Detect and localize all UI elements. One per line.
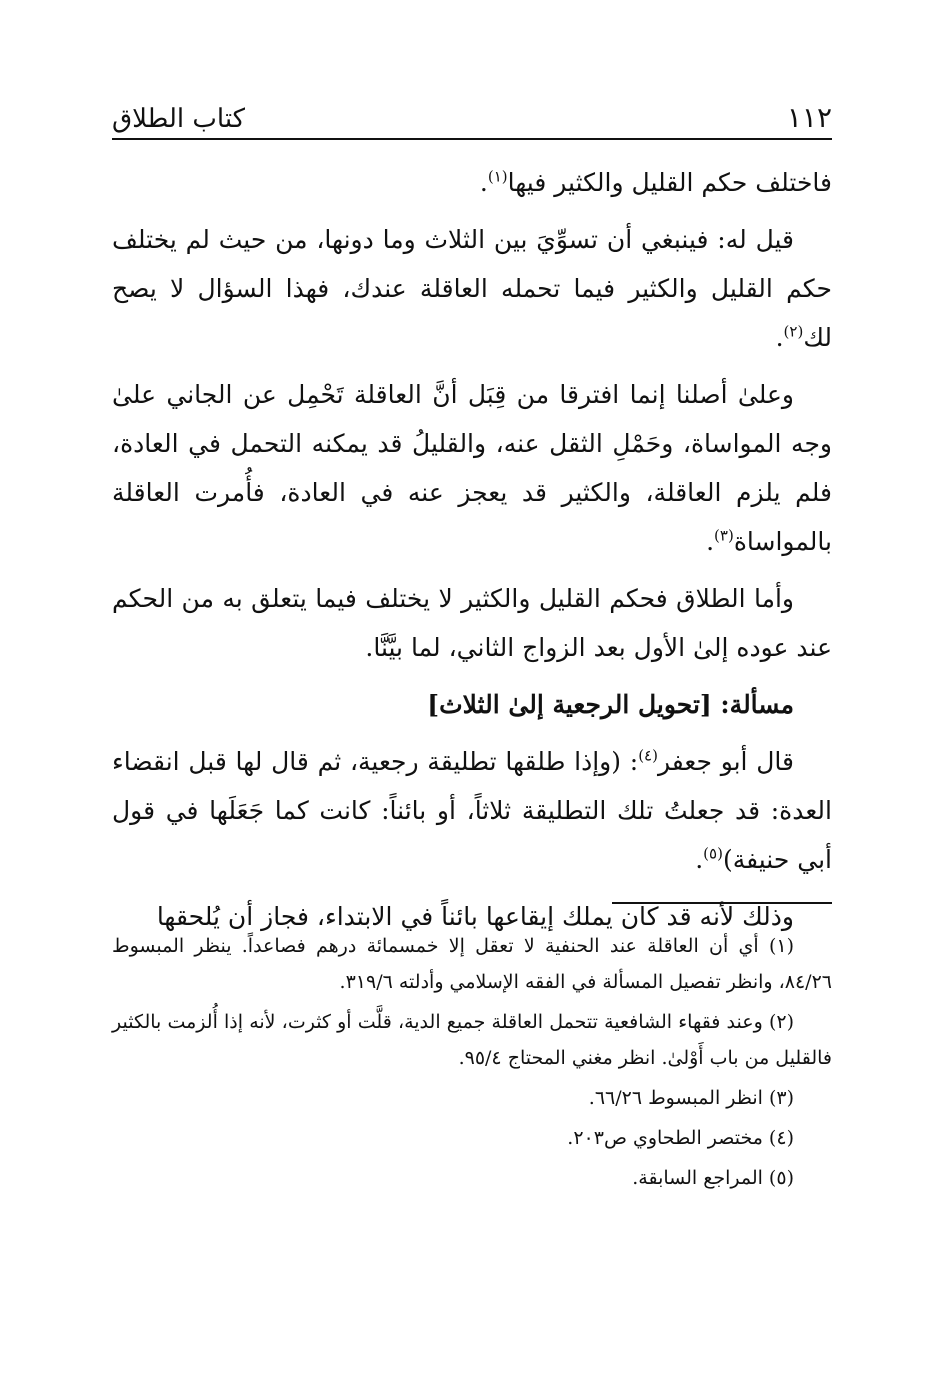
- footnote: (٣) انظر المبسوط ٦٦/٢٦.: [588, 1087, 794, 1109]
- paragraph: وعلىٰ أصلنا إنما افترقا من قِبَل أنَّ العاقلة تَحْمِل عن الجاني علىٰ وجه المواساة، وحَمْلِ الثقل عنه، والقليلُ قد يمكنه التحمل في العادة، فلم يلزم العاقلة، والكثير قد يعجز عنه في العادة، فأُمرت العاقلة بالمواساة$^{(٣)}$.: [112, 380, 832, 556]
- footnote-ref: (٤): [638, 746, 658, 765]
- footnote: (١) أي أن العاقلة عند الحنفية لا تعقل إلا خمسمائة درهم فصاعداً. ينظر المبسوط ٨٤/٢٦، وانظر تفصيل المسألة في الفقه الإسلامي وأدلته ٣١٩/٦.: [112, 935, 832, 993]
- footnotes: [112, 928, 832, 1200]
- running-header: [112, 90, 832, 140]
- main-text: [112, 158, 832, 949]
- book-title: كتاب الطلاق: [112, 104, 246, 134]
- footnote-ref: (١): [487, 167, 508, 186]
- footnote: (٥) المراجع السابقة.: [632, 1167, 794, 1189]
- paragraph: قال أبو جعفر$^{(٤)}$: (وإذا طلقها تطليقة رجعية، ثم قال لها قبل انقضاء العدة: قد جعلتُ تلك التطليقة ثلاثاً، أو بائناً: كانت كما جَعَلَها في قول أبي حنيفة)$^{(٥)}$.: [112, 746, 832, 874]
- paragraph: وأما الطلاق فحكم القليل والكثير لا يختلف فيما يتعلق به من الحكم عند عوده إلىٰ الأول بعد الزواج الثاني، لما بيَّنَّا.: [112, 584, 832, 662]
- footnote-separator: [612, 902, 832, 904]
- section-heading: مسألة: [تحويل الرجعية إلىٰ الثلاث]: [427, 690, 794, 719]
- page-number: ١١٢: [786, 101, 832, 134]
- paragraph: وذلك لأنه قد كان يملك إيقاعها بائناً في الابتداء، فجاز أن يُلحقها: [156, 902, 794, 931]
- footnote: (٢) وعند فقهاء الشافعية تتحمل العاقلة جميع الدية، قلَّت أو كثرت، لأنه إذا أُلزمت بالكثير فالقليل من باب أَوْلىٰ. انظر مغني المحتاج ٩٥/٤.: [112, 1011, 832, 1069]
- footnote: (٤) مختصر الطحاوي ص٢٠٣.: [567, 1127, 794, 1149]
- paragraph: فاختلف حكم القليل والكثير فيها$^{(١)}$.: [479, 167, 832, 197]
- footnote-ref: (٥): [703, 844, 723, 863]
- paragraph: قيل له: فينبغي أن تسوِّيَ بين الثلاث وما دونها، من حيث لم يختلف حكم القليل والكثير فيما تحمله العاقلة عندك، فهذا السؤال لا يصح لك$^{(٢)}$.: [112, 225, 832, 352]
- footnote-ref: (٢): [783, 322, 804, 341]
- footnote-ref: (٣): [714, 526, 734, 545]
